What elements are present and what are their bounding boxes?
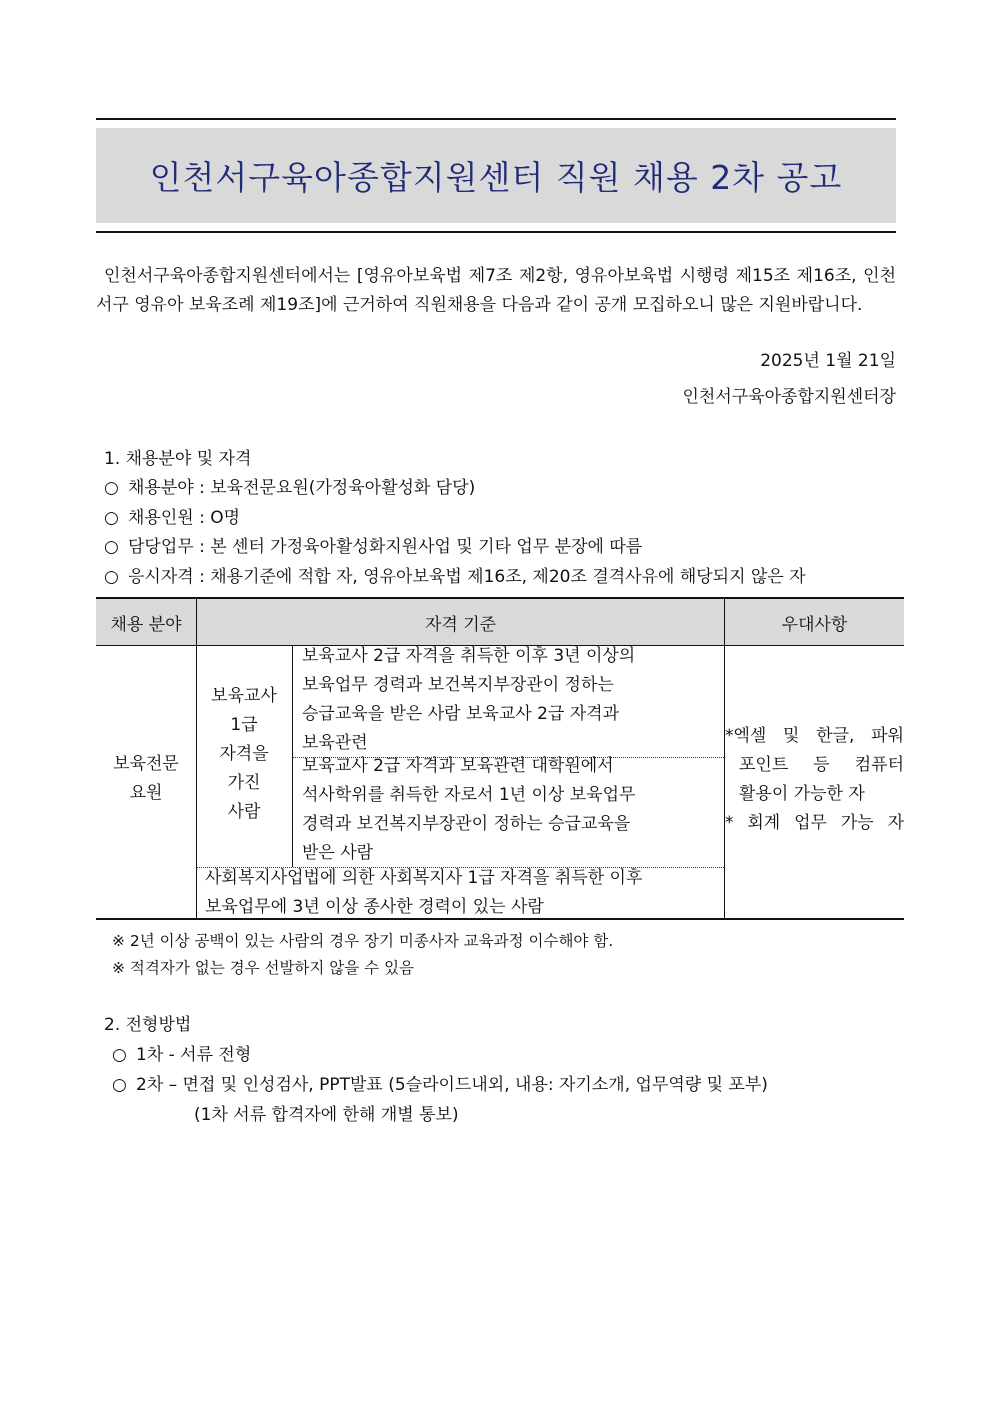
table-bottom-border — [96, 918, 904, 920]
header-preferred: 우대사항 — [725, 599, 904, 645]
section1-title: 1. 채용분야 및 자격 — [104, 449, 252, 469]
criteria-b: 보육교사 2급 자격과 보육관련 대학원에서 석사학위를 취득한 자로서 1년 이상 보육업무 경력과 보건복지부장관이 정하는 승급교육을 받은 사람 — [302, 756, 636, 863]
list-item: ○ 채용분야 : 보육전문요원(가정육아활성화 담당) — [104, 474, 806, 504]
header-field: 채용 분야 — [96, 599, 196, 645]
circle-bullet-icon: ○ — [112, 1075, 127, 1095]
circle-bullet-icon: ○ — [104, 566, 119, 587]
column-divider — [292, 645, 293, 867]
circle-bullet-icon: ○ — [104, 507, 119, 528]
criteria-c: 사회복지사업법에 의한 사회복지사 1급 자격을 취득한 이후 보육업무에 3년 이상 종사한 경력이 있는 사람 — [205, 868, 643, 917]
list-item: ○ 2차 – 면접 및 인성검사, PPT발표 (5슬라이드내외, 내용: 자기소개, 업무역량 및 포부) — [112, 1070, 768, 1100]
circle-bullet-icon: ○ — [104, 478, 119, 498]
qualification-table — [96, 597, 904, 920]
section2-list — [112, 1040, 768, 1130]
list-item: ※ 2년 이상 공백이 있는 사람의 경우 장기 미종사자 교육과정 이수해야 함. — [112, 932, 614, 950]
announcement-date: 2025년 1월 21일 — [760, 351, 896, 371]
list-item: ○ 담당업무 : 본 센터 가정육아활성화지원사업 및 기타 업무 분장에 따름 — [104, 533, 806, 563]
list-item: ○ 응시자격 : 채용기준에 적합 자, 영유아보육법 제16조, 제20조 결격사유에 해당되지 않은 자 — [104, 563, 806, 593]
list-item: (1차 서류 합격자에 한해 개별 통보) — [194, 1105, 459, 1125]
notes-list — [112, 928, 613, 982]
group-label: 보육교사 1급 자격을 가진 사람 — [211, 686, 277, 822]
section1-list — [104, 474, 806, 592]
list-item: ※ 적격자가 없는 경우 선발하지 않을 수 있음 — [112, 959, 415, 977]
circle-bullet-icon: ○ — [104, 537, 119, 557]
title-banner — [96, 128, 896, 223]
signer: 인천서구육아종합지원센터장 — [682, 387, 896, 407]
preferred-conditions: *엑셀 및 한글, 파워 포인트 등 컴퓨터 활용이 가능한 자 * 회계 업무 가능 자 — [725, 726, 904, 833]
header-criteria: 자격 기준 — [197, 599, 724, 645]
title-bottom-rule — [96, 231, 896, 233]
intro-paragraph: 인천서구육아종합지원센터에서는 [영유아보육법 제7조 제2항, 영유아보육법 시행령 제15조 제16조, 인천 서구 영유아 보육조례 제19조]에 근거하여 직원채용을 다음과 같이 공개 모집하오니 많은 지원바랍니다. — [96, 266, 896, 315]
title-top-rule — [96, 118, 896, 120]
circle-bullet-icon: ○ — [112, 1045, 127, 1065]
field-name: 보육전문 요원 — [113, 754, 179, 803]
list-item: ○ 채용인원 : O명 — [104, 504, 806, 534]
page-title: 인천서구육아종합지원센터 직원 채용 2차 공고 — [149, 158, 843, 197]
criteria-a: 보육교사 2급 자격을 취득한 이후 3년 이상의 보육업무 경력과 보건복지부장관이 정하는 승급교육을 받은 사람 보육교사 2급 자격과 보육관련 — [302, 646, 636, 753]
section2-title: 2. 전형방법 — [104, 1015, 192, 1035]
list-item: ○ 1차 - 서류 전형 — [112, 1040, 768, 1070]
